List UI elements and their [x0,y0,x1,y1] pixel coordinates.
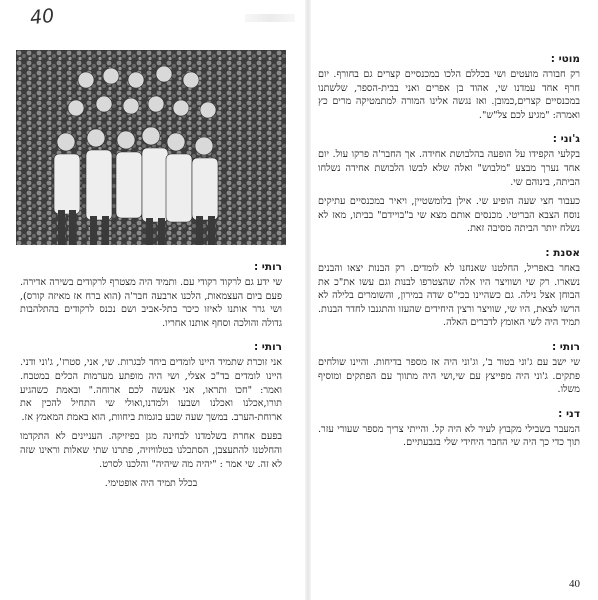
right-column [318,52,580,460]
paragraph: המעבר בשבילי מקבוץ לעיר לא היה קל. והייתי צריך מספר שעורי עזר. תוך כדי כך היה שי החבר היחידי שלי בגבעתיים. [318,423,580,449]
handwritten-page-number: 40 [28,4,56,30]
print-bleed-mark [245,14,295,22]
section-ruti-2 [20,340,282,490]
section-ruti-1 [20,260,282,330]
closing-line: בכלל תמיד היה אופטימי. [104,478,198,490]
paragraph: שי ידע גם לרקוד רקודי עם. ותמיד היה מצטרף לרקודים בשירה אדירה. פעם ביום העצמאות, הלכנו ארבעה חבר'ה (הוא ברח אז מאיזה קורס), ושי גרר אותנו לאיזו כיכר בתל-אביב ושם נכנס לרקודים בהתלהבות גדולה והולכה וסחף אותנו אחריו. [20,277,282,329]
section-ruti-3 [318,340,580,397]
section-johnny [318,132,580,236]
paragraph: באחר באפריל, החלטנו שאנחנו לא לומדים. רק הבנות יצאו והבנים נשארו. רק שי ושוויצר היו אלה שהצטרפו לבנות וגם עשו את"כ את הבוחן אצל נילה. גם כשהיינו בכי"ס שדה במירון, והשומרים בלילה לא הרשו לצאת, היו שי, שוויצר ורצין היחידים שהעזו והתגנבו לחדר הבנות. תמיד היה לשי האומץ לדברים האלה. [318,262,580,329]
paragraph: אני זוכרת שתמיד היינו לומדים ביחד לבגרות. שי, אני, סטרז', ג'וני ודני. היינו לומדים בד"כ אצלי, ושי היה מופתע מערמות הכלים במטבח. ואמר: "חכו ותראו, אני אעשה לכם ארוחה." ובאמת כשהגיע תורו,אכלנו ואכלנו ושבעו ולמדנו,ואולי שי התחיל להכין את ארוחת-הערב. במשך שעה שבע בוגמות ביחוות, הוא באמת המאמץ אז. [20,357,282,423]
group-photo-icon [16,50,286,245]
speaker-name: מוטי : [550,53,580,65]
group-photo [16,50,286,245]
speaker-name: אסנת : [545,246,580,259]
speaker-name: רותי : [253,341,282,354]
paragraph: בפעם אחרת בשלמדנו לבחינה מגן בפיזיקה. העניינים לא התקדמו והחלטנו להתעצבן, הסתכלנו בטלוויזיה, פתרנו שתי שאלות וראינו שזה לא זה. שי אמר : "יהיה מה שיהיה" והלכנו לסרט. [20,431,282,470]
book-gutter [305,0,311,600]
left-column [20,260,282,501]
speaker-name: רותי : [551,340,580,353]
speaker-name: דני : [558,407,580,420]
speaker-name: ג'וני : [552,133,580,146]
paragraph: כעבור חצי שעה הופיע שי. אילן בלומשטיין, ויאיר במכנסיים עתיקים נוסח הצבא הבריטי. מכנסים אותם מצא שי ב"בויידם" בביתו, מאז לא נשלח יותר הביתה מסיבה זאת. [318,196,580,235]
paragraph: בקלעי הקפידו על הופעה בהלבושת אחידה. אך החבר'ה פרקו עול. יום אחד נערך מבצע "מלבוש" ואלה שלא לבשו הלבושת אחידה נשלחו הביתה, בינוהם שי. [318,149,580,188]
paragraph: רק חבורה מועטים ושי בכללם הלכו במכנסיים קצרים גם בחורף. יום חרף אחד עמדנו שי, אהוד בן אפרים ואני בבית-הספר, שלשתנו במכנסיים קצרים,כמובן. ואז נגשה אלינו המורה למתמטיקה מרים כץ ואמרה: "מגיע לכם צל"ש". [318,69,580,121]
section-dani [318,407,580,450]
page-number: 40 [569,578,580,590]
section-moti [318,52,580,122]
section-osnat [318,246,580,330]
paragraph: שי ישב עם ג'וני בטור ב', וג'וני היה אז מספר בדיחות. והיינו שולחים פתקים. ג'וני היה מפייצץ עם שי,ושי היה מתווך עם הפתקים ומוסיף משלו. [318,356,580,396]
speaker-name: רותי : [253,261,282,273]
